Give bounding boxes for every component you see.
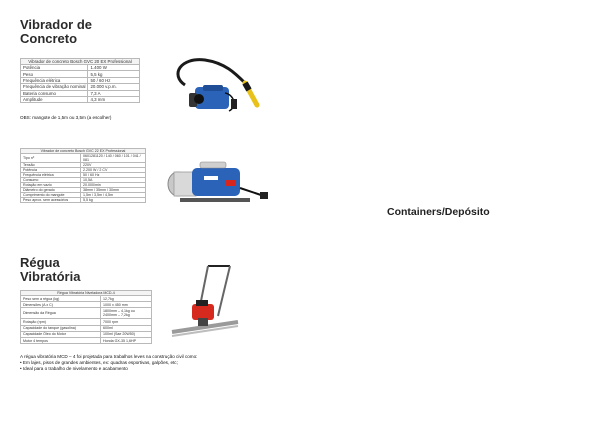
table-cell-value: 50 / 60 Hz [88, 77, 140, 83]
table-cell-label: Peso [21, 71, 88, 77]
regua-description-bullet: • Ideal para o trabalho de nivelamento e acabamento [20, 366, 128, 371]
table-cell-label: Potência [21, 168, 81, 173]
table-cell-label: Rotação (rpm) [21, 319, 101, 325]
spec-table-mcd4 [20, 290, 152, 344]
spec-table-gvc22 [20, 148, 146, 203]
table-row [21, 154, 146, 163]
regua-description [20, 354, 280, 372]
table-cell-value: 600ml [101, 325, 152, 331]
table-cell-label: Diâmetro do gerado [21, 188, 81, 193]
vibrador-heading [20, 18, 92, 46]
table-row [21, 337, 152, 343]
table-cell-value: 20.000/min [81, 183, 146, 188]
table-cell-label: Frequência elétrica [21, 77, 88, 83]
table-cell-label: Bateria consumo [21, 90, 88, 96]
table-cell-value: 38mm / 35mm / 30mm [81, 188, 146, 193]
table-cell-label: Tensão [21, 163, 81, 168]
table-cell-value: 1,5m / 3,5m / 4,5m [81, 193, 146, 198]
table-cell-label: Dimensão da Régua [21, 308, 101, 319]
table-cell-label: Rotação em vazio [21, 183, 81, 188]
table-cell-label: Tipo nº [21, 154, 81, 163]
table-cell-value: 5,5 kg [88, 71, 140, 77]
table-cell-label: Peso aprox. sem acessórios [21, 198, 81, 203]
table-header: Vibrador de concreto Bosch GVC 20 EX Professional [21, 59, 140, 65]
vibrating-screed-icon [168, 262, 248, 352]
table-cell-value: 50 / 60 Hz [81, 173, 146, 178]
table-cell-label: Potência [21, 65, 88, 71]
table-cell-label: Frequência de vibração nominal [21, 84, 88, 90]
table-cell-label: Capacidade do tanque (gasolina) [21, 325, 101, 331]
regua-description-line: A régua vibratória MCD – 4 foi projetada para trabalhos leves na construção civil como: [20, 354, 198, 359]
vibrador-heading-line2: Concreto [20, 31, 78, 46]
spec-table-gvc20 [20, 58, 140, 103]
table-cell-label: Dimensões (A x C) [21, 302, 101, 308]
table-cell-label: Motor 4 tempos [21, 337, 101, 343]
concrete-vibrator-hose-icon [165, 55, 265, 125]
regua-description-bullet: • Em lajes, pisos de grandes ambientes, ex: quadras esportivas, galpões, etc; [20, 360, 178, 365]
table-cell-value: 1000 x 450 mm [101, 302, 152, 308]
table-cell-value: 100ml (Sae 20W50) [101, 331, 152, 337]
table-row [21, 198, 146, 203]
hose-note: OBS: mangote de 1,5m ou 3,5m (a escolher) [20, 115, 112, 120]
table-cell-value: Honda GX-35 1,6HP [101, 337, 152, 343]
table-cell-label: Capacidade Óleo do Motor [21, 331, 101, 337]
regua-heading [20, 256, 80, 284]
table-header: Régua Vibratória Niveladora MCD-4 [21, 291, 152, 296]
table-cell-value: 1800mm – 4,1kg ou 2400mm – 7,2kg [101, 308, 152, 319]
table-cell-value: 10,5A [81, 178, 146, 183]
table-cell-value: 12,7kg [101, 296, 152, 302]
table-cell-value: 20.000 v.p.m. [88, 84, 140, 90]
table-cell-value: 2.200 W / 2 CV [81, 168, 146, 173]
vibrador-heading-line1: Vibrador de [20, 17, 93, 32]
table-cell-value: 4,3 mm [88, 96, 140, 102]
table-cell-label: Peso sem a régua (kg) [21, 296, 101, 302]
table-cell-value: 7000 rpm [101, 319, 152, 325]
table-cell-value: 5,5 kg [81, 198, 146, 203]
containers-heading: Containers/Depósito [387, 206, 490, 218]
table-header: Vibrador de concreto Bosch GVC 22 EX Professional [21, 149, 146, 154]
regua-heading-line2: Vibratória [20, 269, 81, 284]
table-cell-label: Amplitude [21, 96, 88, 102]
regua-heading-line1: Régua [20, 255, 60, 270]
table-cell-value: 7,3 A [88, 90, 140, 96]
table-cell-value: 0601281120 / 140 / 060 / 101 / 041 / 081 [81, 154, 146, 163]
table-cell-label: Comprimento do mangote [21, 193, 81, 198]
table-cell-label: Consumo [21, 178, 81, 183]
bosch-vibrator-motor-icon [160, 158, 270, 208]
table-row [21, 308, 152, 319]
table-row [21, 96, 140, 102]
table-cell-label: Frequência elétrica [21, 173, 81, 178]
table-cell-value: 1.400 W [88, 65, 140, 71]
table-cell-value: 220V [81, 163, 146, 168]
